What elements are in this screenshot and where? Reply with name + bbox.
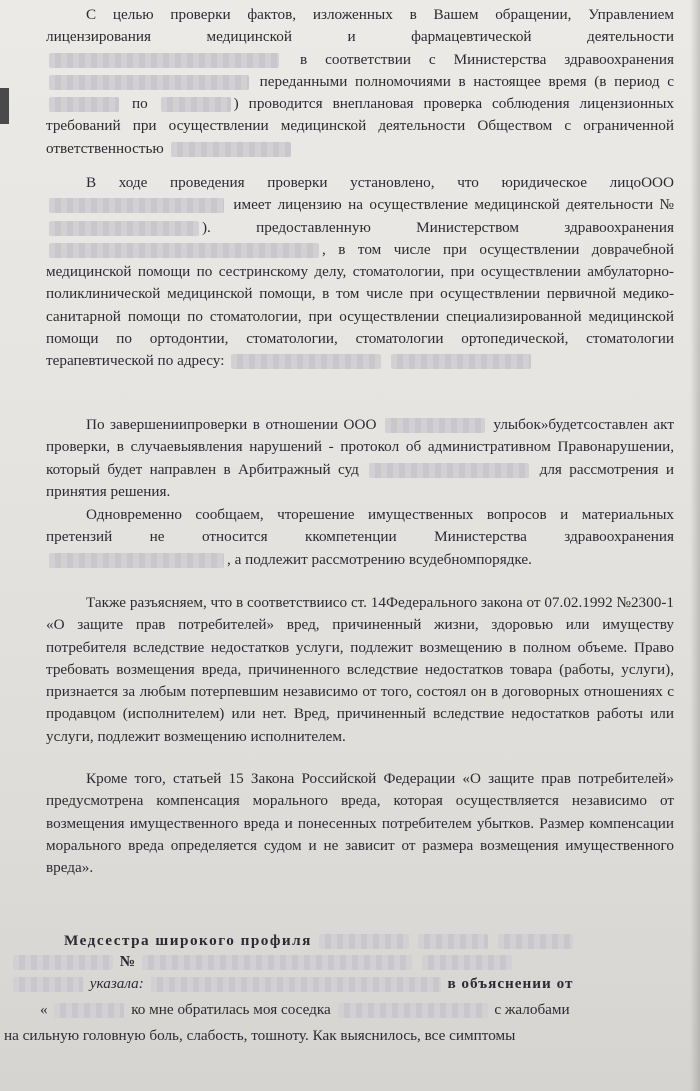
paragraph-3	[46, 414, 674, 503]
p1-text-b: в соответствии с Министерства здравоохранения	[299, 50, 675, 68]
p1-text-c: переданными полномочиями в настоящее время (в период с	[259, 72, 675, 90]
p2-text-a: В ходе проведения проверки установлено, что юридическое лицоООО	[86, 174, 674, 191]
footer-explanation: в объяснении от	[447, 975, 574, 992]
redaction	[161, 97, 231, 112]
footer-number-sign: №	[119, 953, 136, 970]
p2-text-c: ). предоставленную Министерством здравоохранения	[202, 218, 674, 236]
paragraph-4	[46, 504, 674, 571]
redaction	[13, 977, 83, 992]
redaction	[171, 142, 291, 157]
redaction	[49, 198, 224, 213]
p3-text-a: По завершениипроверки в отношении ООО	[86, 416, 377, 433]
redaction	[338, 1003, 488, 1018]
footer-line2: на сильную головную боль, слабость, тошноту. Как выяснилось, все симптомы	[4, 1027, 516, 1044]
redaction	[49, 221, 199, 236]
redaction	[385, 418, 485, 433]
redaction	[498, 934, 573, 949]
redaction	[422, 955, 512, 970]
p2-text-b: имеет лицензию на осуществление медицинской деятельности №	[233, 196, 674, 214]
p4-text-a: Одновременно сообщаем, чторешение имущественных вопросов и материальных претензий не относится ккомпетенции Министерства здравоохранения	[46, 506, 674, 546]
redaction	[391, 354, 531, 369]
footer-said: указала:	[89, 975, 144, 992]
redaction	[418, 934, 488, 949]
redaction	[49, 243, 319, 258]
redaction	[369, 463, 529, 478]
p1-text-e: ) проводится внеплановая проверка соблюдения лицензионных требований при осуществлении медицинской деятельности Обществом с ограниченной ответственностью	[46, 95, 675, 157]
paragraph-2	[46, 172, 674, 373]
redaction	[49, 53, 279, 68]
footer-title: Медсестра широкого профиля	[64, 932, 312, 949]
footer-quote-line-1	[40, 999, 668, 1021]
p6-text: Кроме того, статьей 15 Закона Российской Федерации «О защите прав потребителей» предусмотрена компенсация морального вреда, которая осуществляется независимо от возмещения имущественного вреда и понесенных потребителем убытков. Размер компенсации морального вреда определяется судом и не зависит от размера возмещения имущественного вреда».	[46, 770, 674, 877]
footer-line1-end: с жалобами	[494, 1001, 570, 1018]
footer-said-line	[10, 973, 638, 995]
p3-text-c: для рассмотрения и принятия решения.	[46, 460, 675, 500]
p1-text-d: по	[131, 95, 148, 113]
page-edge-shadow	[690, 0, 700, 1091]
footer-title-line	[64, 930, 692, 952]
redaction	[151, 977, 441, 992]
p5-text: Также разъясняем, что в соответствиисо ст. 14Федерального закона от 07.02.1992 №2300-1 «О защите прав потребителей» вред, причиненный жизни, здоровью или имуществу потребителя вследствие недостатков услуги, подлежит возмещению в полном объеме. Право требовать возмещения вреда, причиненного вследствие недостатков товара (работы, услуги), признается за любым потерпевшим независимо от того, состоял он в договорных отношениях с продавцом (исполнителем) или нет. Вред, причиненный вследствие недостатков работы или услуги, подлежит возмещению исполнителем.	[46, 594, 674, 745]
footer-number-line	[10, 951, 638, 973]
redaction	[49, 553, 224, 568]
redaction	[54, 1003, 124, 1018]
redaction	[231, 354, 381, 369]
p3-text-b: улыбок»будетсоставлен акт проверки, в случаевыявления нарушений - протокол об административном Правонарушении, который будет направлен в Арбитражный суд	[46, 416, 674, 478]
p4-text-b: , а подлежит рассмотрению всудебномпорядке.	[227, 550, 532, 568]
p1-text-a: С целью проверки фактов, изложенных в Вашем обращении, Управлением лицензирования медицинской и фармацевтической деятельности	[46, 6, 674, 46]
footer-quote-line-2	[4, 1025, 632, 1047]
scan-edge-mark	[0, 88, 9, 124]
footer-line1: ко мне обратилась моя соседка	[131, 1001, 331, 1018]
paragraph-6	[46, 768, 674, 879]
p2-text-d: , в том числе при осуществлении доврачебной медицинской помощи по сестринскому делу, стоматологии, при осуществлении амбулаторно-поликлинической медицинской помощи, в том числе при осуществлении первичной медико-санитарной помощи по стоматологии, при осуществлении специализированной медицинской помощи по ортодонтии, стоматологии, стоматологии ортопедической, стоматологии терапевтической по адресу:	[46, 240, 674, 370]
paragraph-5	[46, 592, 674, 748]
redaction	[49, 97, 119, 112]
redaction	[142, 955, 412, 970]
redaction	[319, 934, 409, 949]
paragraph-1	[46, 4, 674, 160]
redaction	[49, 75, 249, 90]
footer-quote-open: «	[40, 1001, 48, 1018]
redaction	[13, 955, 113, 970]
